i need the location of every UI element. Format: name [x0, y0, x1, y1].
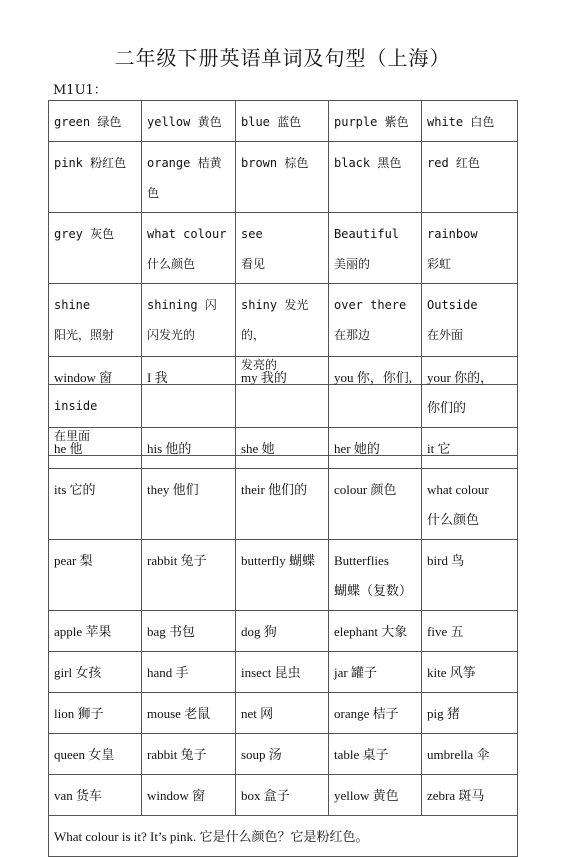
- vocab-text: window 窗: [54, 370, 113, 385]
- vocab-cell: [49, 213, 142, 284]
- vocab-cell: [49, 775, 142, 816]
- vocab-cell: [49, 652, 142, 693]
- vocab-text: inside: [54, 399, 98, 413]
- vocab-cell: [236, 213, 329, 284]
- vocab-cell: [49, 357, 142, 428]
- table-row: [49, 142, 518, 213]
- vocab-cell: [329, 652, 422, 693]
- table-row: [49, 357, 518, 428]
- vocab-cell: [236, 142, 329, 213]
- table-row: [49, 734, 518, 775]
- vocab-text: pear 梨: [54, 553, 93, 568]
- vocab-text: she 她: [241, 441, 275, 456]
- vocab-cell: [142, 540, 236, 611]
- vocab-text: shining 闪: [147, 298, 217, 312]
- table-row: [49, 693, 518, 734]
- vocab-text: green 绿色: [54, 115, 122, 129]
- vocab-text: five 五: [427, 624, 464, 639]
- vocab-text: girl 女孩: [54, 665, 102, 680]
- vocab-text: 在里面: [54, 429, 91, 443]
- vocab-cell: [422, 652, 518, 693]
- vocab-cell: [49, 693, 142, 734]
- vocab-cell: [236, 652, 329, 693]
- vocab-text: my 我的: [241, 370, 287, 385]
- vocab-cell: [329, 775, 422, 816]
- vocab-cell: [49, 540, 142, 611]
- sentence-pattern: What colour is it? It’s pink. 它是什么颜色？它是粉红色。: [49, 816, 518, 857]
- vocab-text: rabbit 兔子: [147, 553, 207, 568]
- vocab-text: queen 女皇: [54, 747, 115, 762]
- vocab-text: butterfly 蝴蝶: [241, 553, 316, 568]
- vocab-text: it 它: [427, 441, 451, 456]
- vocab-text: colour 颜色: [334, 482, 397, 497]
- vocab-text: you 你，你们,: [334, 370, 413, 385]
- vocab-text: 闪发光的: [147, 328, 196, 342]
- vocab-cell: [422, 734, 518, 775]
- vocab-cell: [422, 540, 518, 611]
- vocab-text: soup 汤: [241, 747, 282, 762]
- vocab-cell: [236, 101, 329, 142]
- vocab-text: Beautiful: [334, 227, 400, 241]
- vocab-text: umbrella 伞: [427, 747, 490, 762]
- vocab-cell: [142, 693, 236, 734]
- vocab-cell: [49, 734, 142, 775]
- vocab-text: blue 蓝色: [241, 115, 302, 129]
- vocab-cell: [422, 101, 518, 142]
- vocab-cell: [236, 428, 329, 469]
- vocab-cell: [142, 734, 236, 775]
- vocab-cell: [329, 734, 422, 775]
- vocab-cell: [329, 693, 422, 734]
- table-row: [49, 469, 518, 540]
- vocab-text: what colour: [147, 227, 227, 241]
- vocab-text: 蝴蝶（复数）: [334, 583, 413, 598]
- vocab-text: I 我: [147, 370, 168, 385]
- vocab-text: kite 风筝: [427, 665, 476, 680]
- vocab-text: brown 棕色: [241, 156, 309, 170]
- vocab-cell: [329, 540, 422, 611]
- vocab-cell: [49, 611, 142, 652]
- table-row: [49, 101, 518, 142]
- vocab-text: dog 狗: [241, 624, 277, 639]
- vocab-cell: [329, 142, 422, 213]
- vocab-text: shiny 发光的，: [241, 298, 309, 342]
- vocab-cell: [236, 540, 329, 611]
- vocab-cell: [329, 357, 422, 428]
- vocab-text: its 它的: [54, 482, 96, 497]
- vocab-text: rainbow: [427, 227, 478, 241]
- vocab-text: pink 粉红色: [54, 156, 127, 170]
- sentence-row: [49, 816, 518, 857]
- vocab-cell: [49, 469, 142, 540]
- vocab-cell: [142, 142, 236, 213]
- vocab-text: red 红色: [427, 156, 480, 170]
- table-row: [49, 611, 518, 652]
- vocab-cell: [422, 428, 518, 469]
- vocab-text: over there: [334, 298, 407, 312]
- vocab-table-words: [48, 356, 518, 857]
- vocab-text: elephant 大象: [334, 624, 408, 639]
- vocab-text: bag 书包: [147, 624, 196, 639]
- vocab-text: white 白色: [427, 115, 495, 129]
- vocab-text: orange 桔黄色: [147, 156, 222, 200]
- vocab-cell: [142, 357, 236, 428]
- vocab-cell: [236, 611, 329, 652]
- vocab-text: insect 昆虫: [241, 665, 301, 680]
- vocab-cell: [422, 357, 518, 428]
- vocab-text: bird 鸟: [427, 553, 465, 568]
- vocab-cell: [422, 611, 518, 652]
- table-row: [49, 428, 518, 469]
- vocab-text: net 网: [241, 706, 274, 721]
- vocab-text: they 他们: [147, 482, 199, 497]
- vocab-cell: [142, 213, 236, 284]
- vocab-text: 彩虹: [427, 257, 452, 271]
- vocab-text: box 盒子: [241, 788, 290, 803]
- page-title: 二年级下册英语单词及句型（上海）: [114, 46, 451, 70]
- vocab-text: 在那边: [334, 328, 371, 342]
- vocab-text: Outside: [427, 298, 478, 312]
- table-row: [49, 775, 518, 816]
- table-row: [49, 652, 518, 693]
- vocab-cell: [422, 693, 518, 734]
- vocab-cell: [329, 469, 422, 540]
- vocab-text: her 她的: [334, 441, 380, 456]
- table-row: [49, 213, 518, 284]
- vocab-cell: [329, 213, 422, 284]
- vocab-cell: [142, 101, 236, 142]
- vocab-text: table 桌子: [334, 747, 389, 762]
- vocab-text: orange 桔子: [334, 706, 399, 721]
- vocab-text: rabbit 兔子: [147, 747, 207, 762]
- vocab-cell: [329, 428, 422, 469]
- unit-label: M1U1：: [53, 83, 107, 98]
- table-row: [49, 540, 518, 611]
- vocab-text: mouse 老鼠: [147, 706, 211, 721]
- vocab-text: 什么颜色: [427, 512, 480, 527]
- vocab-text: 美丽的: [334, 257, 371, 271]
- vocab-cell: [422, 775, 518, 816]
- vocab-cell: [49, 142, 142, 213]
- vocab-cell: [142, 428, 236, 469]
- vocab-text: what colour: [427, 482, 489, 497]
- vocab-cell: [142, 611, 236, 652]
- vocab-cell: [329, 611, 422, 652]
- vocab-text: his 他的: [147, 441, 192, 456]
- vocab-cell: [422, 142, 518, 213]
- vocab-text: hand 手: [147, 665, 189, 680]
- vocab-text: zebra 斑马: [427, 788, 485, 803]
- vocab-text: your 你的，: [427, 370, 494, 385]
- vocab-text: van 货车: [54, 788, 103, 803]
- vocab-cell: [329, 101, 422, 142]
- vocab-cell: [49, 101, 142, 142]
- vocab-text: pig 猪: [427, 706, 460, 721]
- vocab-text: jar 罐子: [334, 665, 377, 680]
- vocab-text: grey 灰色: [54, 227, 115, 241]
- vocab-cell: [422, 469, 518, 540]
- vocab-text: 在外面: [427, 328, 464, 342]
- vocab-text: apple 苹果: [54, 624, 112, 639]
- vocab-text: 什么颜色: [147, 257, 196, 271]
- vocab-cell: [142, 775, 236, 816]
- vocab-text: he 他: [54, 441, 83, 456]
- vocab-cell: [422, 213, 518, 284]
- vocab-text: Butterflies: [334, 553, 389, 568]
- vocab-text: window 窗: [147, 788, 206, 803]
- vocab-text: black 黑色: [334, 156, 402, 170]
- vocab-text: 你们的: [427, 400, 467, 415]
- vocab-cell: [142, 469, 236, 540]
- vocab-text: 看见: [241, 257, 266, 271]
- vocab-text: lion 狮子: [54, 706, 104, 721]
- vocab-cell: [49, 428, 142, 469]
- vocab-text: their 他们的: [241, 482, 308, 497]
- vocab-cell: [142, 652, 236, 693]
- vocab-text: yellow 黄色: [334, 788, 399, 803]
- vocab-cell: [236, 734, 329, 775]
- vocab-text: yellow 黄色: [147, 115, 222, 129]
- vocab-cell: [236, 693, 329, 734]
- vocab-text: shine: [54, 298, 91, 312]
- vocab-text: purple 紫色: [334, 115, 409, 129]
- vocab-cell: [236, 775, 329, 816]
- vocab-cell: [236, 469, 329, 540]
- vocab-text: 阳光，照射: [54, 328, 115, 342]
- vocab-text: see: [241, 227, 263, 241]
- vocab-text: 发亮的: [241, 358, 278, 372]
- vocab-cell: [236, 357, 329, 428]
